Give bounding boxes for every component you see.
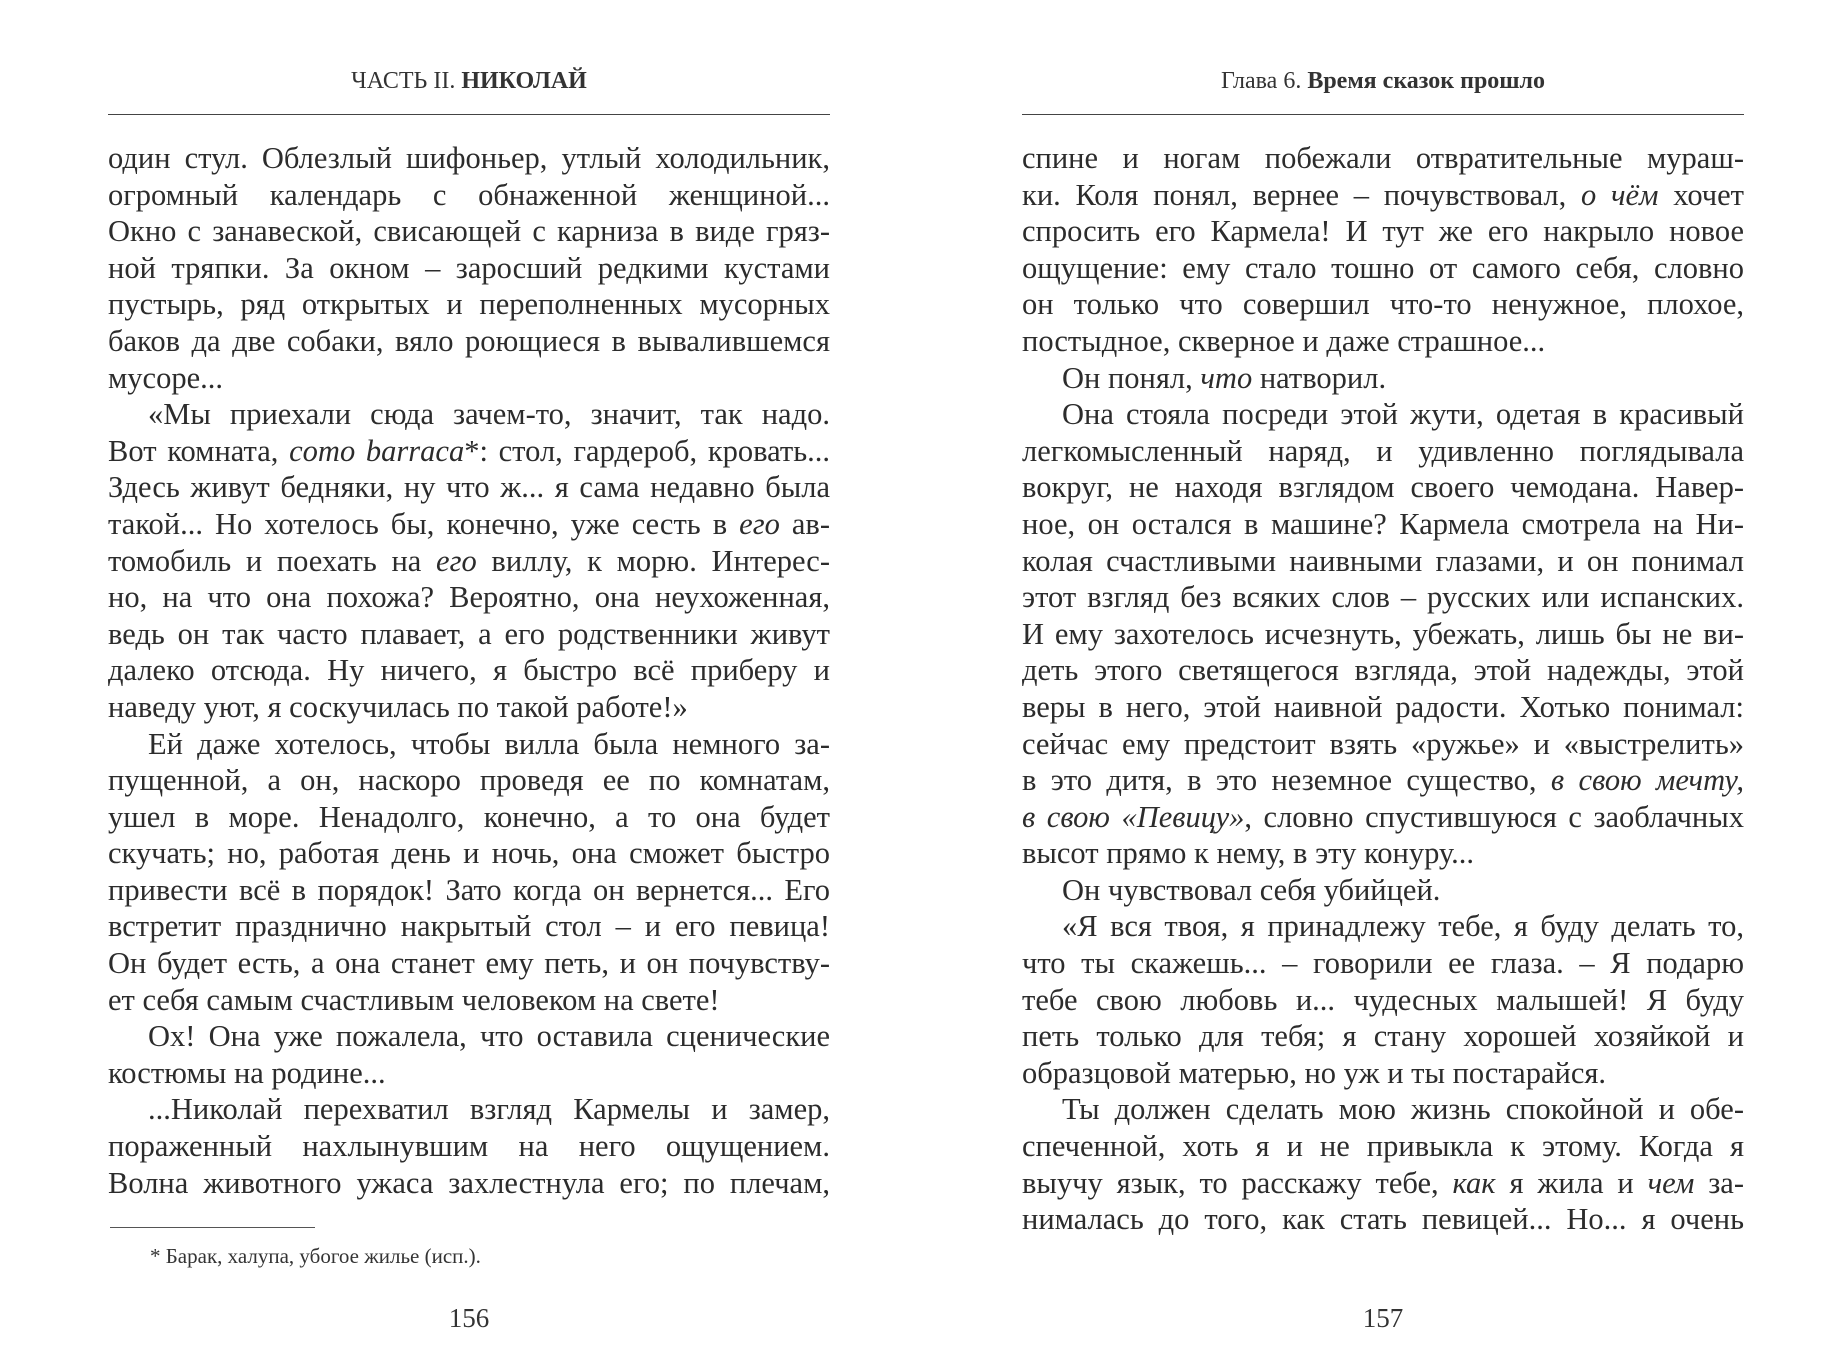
text-line [108,506,830,543]
text-line: вокруг, не находя взглядом своего чемодана. Навер- [1022,470,1744,505]
text-line: легкомысленный наряд, и удивленно поглядывала [1022,433,1744,468]
text-line: образцовой матерью, но уж и ты постарайся. [1022,1055,1607,1090]
text-span: *: стол, гардероб, кровать... [464,433,830,468]
text-line: Ох! Она уже пожалела, что оставила сценические [148,1019,830,1054]
text-span: Он понял, [1062,360,1201,395]
right-page [1022,0,1744,1365]
left-body-text [108,140,830,1201]
text-span: выучу язык, то расскажу тебе, [1022,1165,1453,1200]
text-line: спеченной, хоть я и не привыкла к этому. Когда я [1022,1129,1744,1164]
text-line: но, на что она похожа? Вероятно, она неухоженная, [108,580,830,615]
text-line: пустырь, ряд открытых и переполненных мусорных [108,287,830,322]
text-span: ки. Коля понял, вернее – почувствовал, [1022,177,1581,212]
text-line: далеко отсюда. Ну ничего, я быстро всё приберу и [108,653,830,688]
text-line [1022,360,1744,397]
text-line: Она стояла посреди этой жути, одетая в красивый [1062,397,1744,432]
text-line [108,433,830,470]
text-span: хочет [1658,177,1744,212]
text-line: пущенной, а он, наскоро проведя ее по комнатам, [108,763,830,798]
text-span: томобиль и поехать на [108,543,437,578]
text-line: Окно с занавеской, свисающей с карниза в виде гряз- [108,214,830,249]
text-line: ...Николай перехватил взгляд Кармелы и замер, [148,1092,830,1127]
header-rule [1022,114,1744,115]
text-line: деть этого светящегося взгляда, этой надежды, этой [1022,653,1744,688]
italic-text: его [739,506,780,541]
running-head-name: НИКОЛАЙ [461,68,587,94]
italic-text: что [1200,360,1253,395]
text-line: мусоре... [108,360,224,395]
text-line [1022,1165,1744,1202]
running-head-left [108,66,830,96]
text-line: баков да две собаки, вяло роющиеся в вывалившемся [108,323,830,358]
text-line: костюмы на родине... [108,1055,386,1090]
footnote: * Барак, халупа, убогое жилье (исп.). [150,1244,481,1268]
text-line: Волна животного ужаса захлестнула его; по плечам, [108,1165,830,1200]
text-span: натворил. [1252,360,1387,395]
text-line: привести всё в порядок! Зато когда он вернется... Его [108,872,830,907]
text-line: петь только для тебя; я стану хорошей хозяйкой и [1022,1019,1744,1054]
text-line: веры в него, этой наивной радости. Хотько понимал: [1022,689,1744,724]
text-span: Вот комната, [108,433,290,468]
text-line: скучать; но, работая день и ночь, она сможет быстро [108,836,830,871]
running-head-chapter: Глава 6. [1220,68,1302,94]
text-line: высот прямо к нему, в эту конуру... [1022,836,1474,871]
text-line: ведь он так часто плавает, а его родственники живут [108,616,830,651]
text-line: спросить его Кармела! И тут же его накрыло новое [1022,214,1744,249]
left-page [108,0,830,1365]
text-line: ной тряпки. За окном – заросший редкими кустами [108,250,830,285]
text-line: ет себя самым счастливым человеком на свете! [108,982,720,1017]
text-line: нималась до того, как стать певицей... Но... я очень [1022,1202,1744,1237]
text-line: ушел в море. Ненадолго, конечно, а то она будет [108,799,830,834]
text-line [1022,177,1744,214]
text-line [1022,762,1744,799]
italic-text: como barraca [289,433,465,468]
footnote-rule [110,1227,315,1228]
text-line: один стул. Облезлый шифоньер, утлый холодильник, [108,141,830,175]
running-head-right [1022,66,1744,96]
text-line: этот взгляд без всяких слов – русских или испанских. [1022,580,1744,615]
running-head-part: ЧАСТЬ II. [351,68,456,94]
text-line: Он будет есть, а она станет ему петь, и он почувству- [108,946,830,981]
text-span: виллу, к морю. Интерес- [476,543,830,578]
text-line: Он чувствовал себя убийцей. [1062,872,1441,907]
italic-text: его [436,543,477,578]
text-line: пораженный нахлынувшим на него ощущением. [108,1129,830,1164]
text-line: Ей даже хотелось, чтобы вилла была немного за- [148,726,830,761]
text-line: ощущение: ему стало тошно от самого себя, словно [1022,250,1744,285]
text-span: ав- [779,506,830,541]
text-line: что ты скажешь... – говорили ее глаза. – Я подарю [1022,946,1744,981]
text-line: спине и ногам побежали отвратительные мураш- [1022,141,1744,175]
text-line [108,543,830,580]
text-line [1022,799,1744,836]
text-span: такой... Но хотелось бы, конечно, уже сесть в [108,506,740,541]
text-line: постыдное, скверное и даже страшное... [1022,323,1546,358]
text-line: «Мы приехали сюда зачем-то, значит, так надо. [148,397,830,432]
header-rule [108,114,830,115]
text-line: встретит празднично накрытый стол – и его певица! [108,909,830,944]
italic-text: в свою «Певицу» [1022,799,1245,834]
italic-text: как [1452,1165,1496,1200]
italic-text: о чём [1580,177,1659,212]
text-line: огромный календарь с обнаженной женщиной... [108,177,830,212]
text-line: колая счастливыми наивными глазами, и он понимал [1022,543,1744,578]
text-span: я жила и [1495,1165,1648,1200]
text-line: тебе свою любовь и... чудесных малышей! Я буду [1022,982,1744,1017]
text-line: наведу уют, я соскучилась по такой работе!» [108,689,688,724]
text-span: в это дитя, в это неземное существо, [1022,763,1551,798]
text-line: «Я вся твоя, я принадлежу тебе, я буду делать то, [1062,909,1744,944]
text-line: И ему захотелось исчезнуть, убежать, лишь бы не ви- [1022,616,1744,651]
text-line: Здесь живут бедняки, ну что ж... я сама недавно была [108,470,830,505]
page-number-right: 157 [1362,1303,1404,1333]
text-line: он только что совершил что-то ненужное, плохое, [1022,287,1744,322]
italic-text: чем [1647,1165,1695,1200]
right-body-text [1022,140,1744,1238]
text-span: , словно спустившуюся с заоблачных [1244,799,1744,834]
text-span: за- [1694,1165,1744,1200]
running-head-title: Время сказок прошло [1307,68,1546,94]
text-line: ное, он остался в машине? Кармела смотрела на Ни- [1022,506,1744,541]
text-line: сейчас ему предстоит взять «ружье» и «выстрелить» [1022,726,1744,761]
italic-text: в свою мечту, [1550,763,1744,798]
page-number-left: 156 [448,1303,490,1333]
text-line: Ты должен сделать мою жизнь спокойной и обе- [1062,1092,1744,1127]
